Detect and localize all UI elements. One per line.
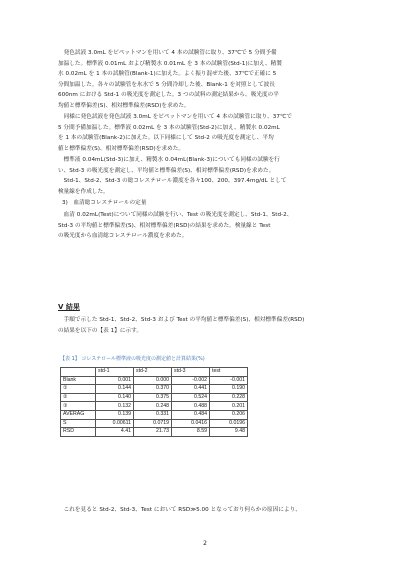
table-header-cell: std-1	[96, 368, 134, 377]
table-row	[61, 385, 248, 394]
table-cell: S	[61, 419, 96, 428]
table-cell: 0.0416	[172, 419, 210, 428]
table-row	[61, 402, 248, 411]
table-cell: 8.59	[172, 428, 210, 437]
table-cell: 0.484	[172, 410, 210, 419]
table-cell: 4.41	[96, 428, 134, 437]
table-cell: -0.002	[172, 376, 210, 385]
results-intro: 手順で示した Std-1、Std-2、Std-3 および Test の平均値と標準偏差(S)、相対標準偏差(RSD) の結果を以下の【表 1】に示す。	[58, 317, 305, 334]
table-cell: 0.248	[134, 402, 172, 411]
table-header-cell: std-2	[134, 368, 172, 377]
table-cell: 0.228	[210, 393, 248, 402]
table-cell: 0.132	[96, 402, 134, 411]
table-cell: 0.000	[134, 376, 172, 385]
table-cell: 0.140	[96, 393, 134, 402]
table-header-cell: std-3	[172, 368, 210, 377]
absorbance-table	[60, 367, 248, 437]
closing-paragraph: これを見ると Std-2、Std-3、Test において RSD≫5.00 となっており何らかの原因により、	[58, 507, 301, 513]
page-number: 2	[203, 540, 207, 547]
table-row	[61, 410, 248, 419]
table-cell: 0.0719	[134, 419, 172, 428]
table-cell: -0.001	[210, 376, 248, 385]
table-cell: 0.370	[134, 385, 172, 394]
table-cell: 0.001	[96, 376, 134, 385]
table-cell: 0.331	[134, 410, 172, 419]
table-header-row	[61, 368, 248, 377]
table-cell: ③	[61, 402, 96, 411]
table-cell: 0.488	[172, 402, 210, 411]
table-header-cell	[61, 368, 96, 377]
table-row	[61, 428, 248, 437]
table-cell: ①	[61, 385, 96, 394]
table-cell: 0.206	[210, 410, 248, 419]
table-caption: 【表 1】 コレステロール標準液の吸光度の測定値と計算結果(%)	[60, 356, 205, 362]
table-cell: 0.139	[96, 410, 134, 419]
method-paragraph-1: 発色試液 3.0mL をピペットマンを用いて 4 本の試験管に取り、37℃で 5 分間予備 加温した。標準液 0.01mL および精製水 0.01mL を 3 本の試験管(Std-1)に加え、精製 水 0.02mL を 1 本の試験管(Blank-1)に加えた。よく振り混ぜた後、37℃で正確に 5 分間加温した。各々の試験管を氷水で 5 分間冷却した後、Blank-1 を対照として波長 600nm における Std-1 の吸光度を測定した。3 つの試料の測定結果から、吸光度の平 均値と標準偏差(S)、相対標準偏差(RSD)を求めた。	[58, 50, 282, 109]
method-paragraph-4: 血清 0.02mL(Test)について同様の試験を行い、Test の吸光度を測定し、Std-1、Std-2、 Std-3 の平均値と標準偏差(S)、相対標準偏差(RSD)の結果を求めた。検量線と Test の吸光度から血清総コレステロール濃度を求めた。	[58, 212, 293, 240]
table-header-cell: test	[210, 368, 248, 377]
table-cell: ②	[61, 393, 96, 402]
table-cell: 0.201	[210, 402, 248, 411]
table-row	[61, 376, 248, 385]
table-cell: 0.190	[210, 385, 248, 394]
method-paragraph-3: 標準液 0.04mL(Std-3)に加え、精製水 0.04mL(Blank-3)についても同様の試験を行 い、Std-3 の吸光度を測定し、平均値と標準偏差(S)、相対標準偏差(RSD)を求めた。 Std-1、Std-2、Std-3 の総コレステロール濃度を各々100、200、397.4mg/dL として 検量線を作成した。	[58, 157, 287, 195]
table-cell: Blank	[61, 376, 96, 385]
table-cell: 0.524	[172, 393, 210, 402]
table-cell: 0.144	[96, 385, 134, 394]
table-row	[61, 393, 248, 402]
results-heading: V 結果	[58, 303, 80, 311]
table-cell: 0.441	[172, 385, 210, 394]
table-cell: 21.73	[134, 428, 172, 437]
table-cell: 9.48	[210, 428, 248, 437]
table-cell: RSD	[61, 428, 96, 437]
subheading-serum-cholesterol: 3) 血清総コレステロールの定量	[62, 200, 147, 206]
table-cell: 0.00611	[96, 419, 134, 428]
method-paragraph-2: 同様に発色試液を発色試液 3.0mL をピペットマンを用いて 4 本の試験管に取り、37℃で 5 分間予備加温した。標準液 0.02mL を 3 本の試験管(Std-2)に加え、精製水 0.02mL を 1 本の試験管(Blank-2)に加えた。以下同様にして Std-2 の吸光度を測定し、平均 値と標準偏差(S)、相対標準偏差(RSD)を求めた。	[58, 114, 292, 152]
table-row	[61, 419, 248, 428]
table-cell: 0.375	[134, 393, 172, 402]
table-cell: AVERAG	[61, 410, 96, 419]
table-cell: 0.0196	[210, 419, 248, 428]
